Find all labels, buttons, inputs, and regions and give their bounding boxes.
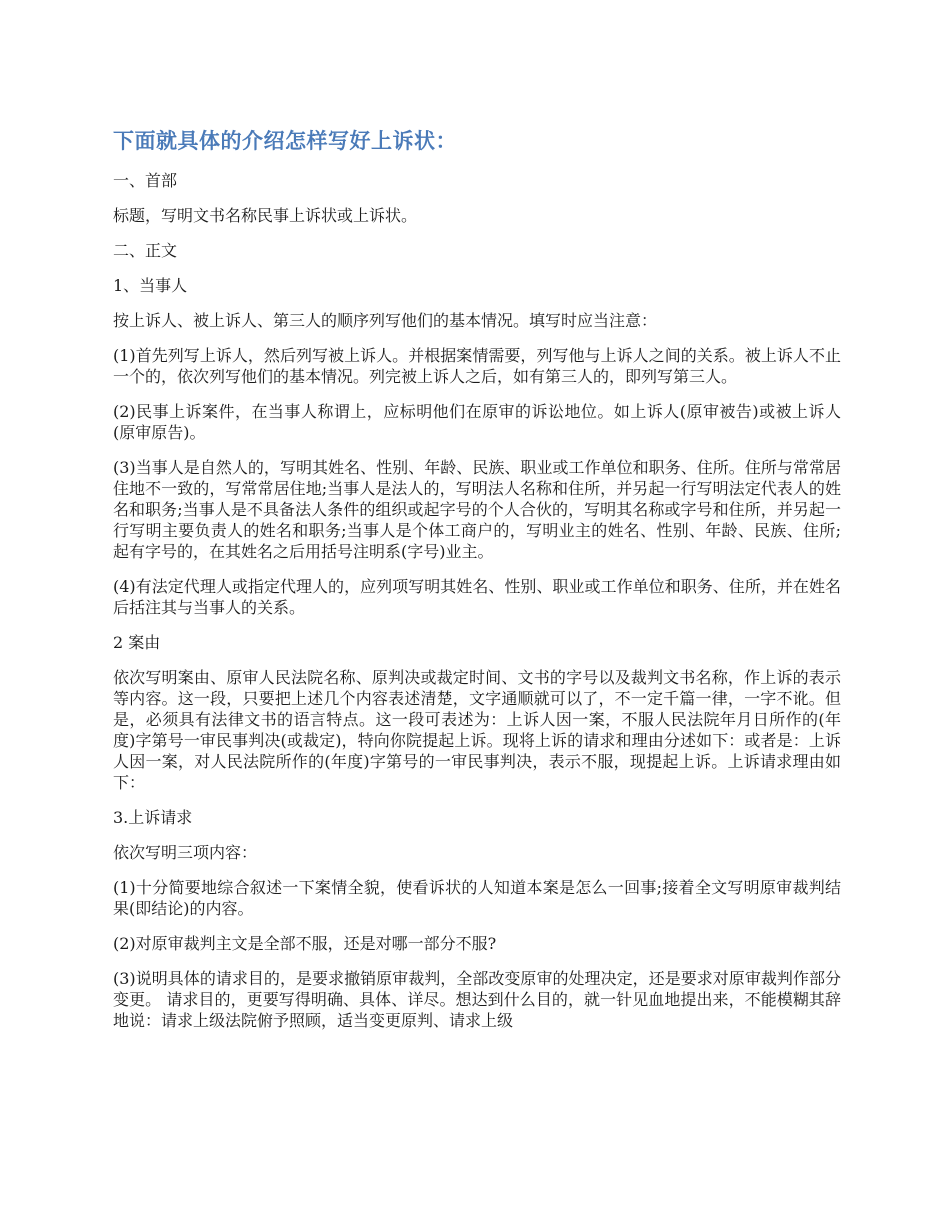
list-item-parties-2: (2)民事上诉案件，在当事人称谓上，应标明他们在原审的诉讼地位。如上诉人(原审被告)或被上诉人(原审原告)。	[113, 402, 841, 442]
list-item-request-2: (2)对原审裁判主文是全部不服，还是对哪一部分不服?	[113, 934, 497, 953]
subheading-appeal-request: 3.上诉请求	[113, 808, 193, 827]
subheading-cause: 2 案由	[113, 633, 161, 652]
list-item-request-1: (1)十分简要地综合叙述一下案情全貌，使看诉状的人知道本案是怎么一回事;接着全文写明原审裁判结果(即结论)的内容。	[113, 878, 841, 918]
paragraph-title-desc: 标题，写明文书名称民事上诉状或上诉状。	[113, 206, 418, 225]
document-title: 下面就具体的介绍怎样写好上诉状：	[113, 129, 457, 153]
paragraph-cause: 依次写明案由、原审人民法院名称、原判决或裁定时间、文书的字号以及裁判文书名称，作上诉的表示等内容。这一段，只要把上述几个内容表述清楚，文字通顺就可以了，不一定千篇一律，一字不讹。但是，必须具有法律文书的语言特点。这一段可表述为：上诉人因一案，不服人民法院年月日所作的(年度)字第号一审民事判决(或裁定)，特向你院提起上诉。现将上诉的请求和理由分述如下：或者是：上诉人因一案，对人民法院所作的(年度)字第号的一审民事判决，表示不服，现提起上诉。上诉请求理由如下：	[113, 668, 841, 792]
list-item-parties-1: (1)首先列写上诉人，然后列写被上诉人。并根据案情需要，列写他与上诉人之间的关系。被上诉人不止一个的，依次列写他们的基本情况。列完被上诉人之后，如有第三人的，即列写第三人。	[113, 346, 841, 386]
list-item-parties-4: (4)有法定代理人或指定代理人的，应列项写明其姓名、性别、职业或工作单位和职务、住所，并在姓名后括注其与当事人的关系。	[113, 577, 841, 617]
list-item-parties-3: (3)当事人是自然人的，写明其姓名、性别、年龄、民族、职业或工作单位和职务、住所。住所与常常居住地不一致的，写常常居住地;当事人是法人的，写明法人名称和住所，并另起一行写明法定代表人的姓名和职务;当事人是不具备法人条件的组织或起字号的个人合伙的，写明其名称或字号和住所，并另起一行写明主要负责人的姓名和职务;当事人是个体工商户的，写明业主的姓名、性别、年龄、民族、住所;起有字号的，在其姓名之后用括号注明系(字号)业主。	[113, 458, 841, 561]
document-page	[113, 126, 841, 1045]
paragraph-parties-order: 按上诉人、被上诉人、第三人的顺序列写他们的基本情况。填写时应当注意：	[113, 311, 658, 330]
list-item-request-3: (3)说明具体的请求目的，是要求撤销原审裁判，全部改变原审的处理决定，还是要求对原审裁判作部分变更。 请求目的，更要写得明确、具体、详尽。想达到什么目的，就一针见血地提出来，不能模糊其辞地说：请求上级法院俯予照顾，适当变更原判、请求上级	[113, 969, 841, 1030]
paragraph-request-intro: 依次写明三项内容：	[113, 843, 258, 862]
section-heading-header: 一、首部	[113, 171, 178, 190]
subheading-parties: 1、当事人	[113, 276, 188, 295]
section-heading-body: 二、正文	[113, 241, 178, 260]
